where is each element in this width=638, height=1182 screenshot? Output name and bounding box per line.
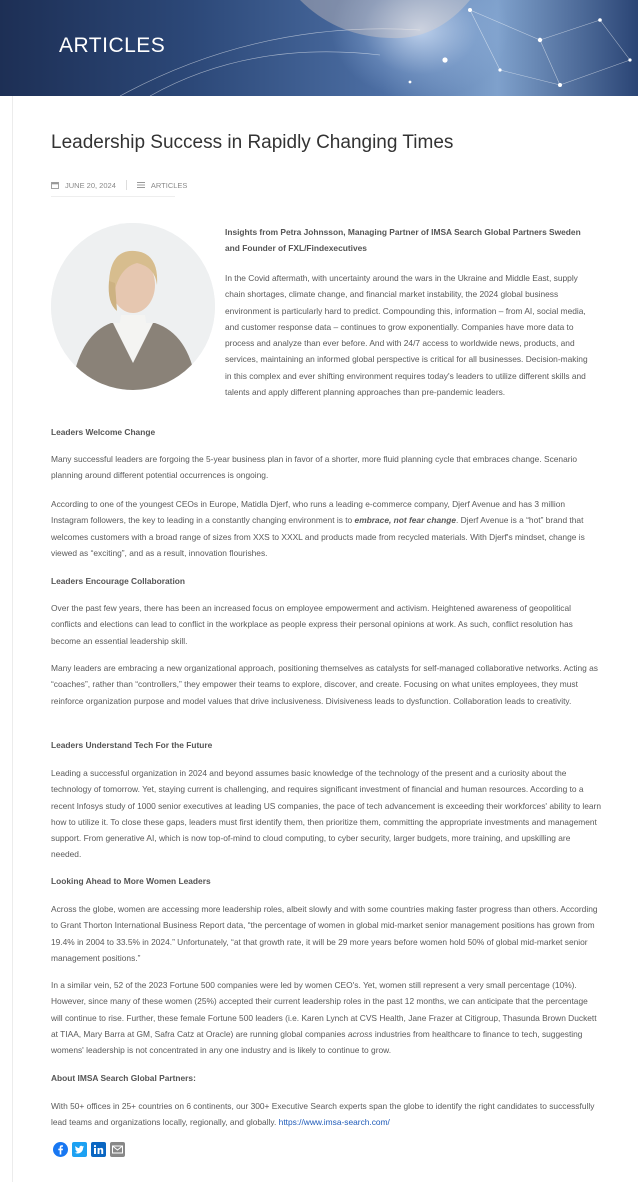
paragraph-change-1: Many successful leaders are forgoing the 5-year business plan in favor of a shorter, more fluid planning cycle that embraces change. Scenario planning around different potential occurrences is ongoing. — [51, 454, 578, 481]
emphasis-text: across — [347, 1028, 373, 1039]
paragraph-text: According to one of the youngest CEOs in Europe, Matidla Djerf, who runs a leading e-commerce company, Djerf Avenue and has 3 million Instagram followers, the key to leading in a constantly changing environment is to — [51, 499, 566, 526]
hero-title: ARTICLES — [59, 34, 166, 57]
about-text: With 50+ offices in 25+ countries on 6 continents, our 300+ Executive Search experts span the globe to identify the right candidates to successfully lead teams and organizations locally, regionally, and globally. — [51, 1101, 595, 1128]
meta-separator — [126, 180, 127, 190]
paragraph-women-2 — [51, 977, 601, 1058]
section-heading-change: Leaders Welcome Change — [51, 427, 156, 437]
section-heading-collaboration: Leaders Encourage Collaboration — [51, 576, 186, 586]
paragraph-text: . Djerf Avenue is a “hot” brand that welcomes customers with a broad range of sizes from XXS to XXXL and products made from recycled materials. With Djerf's mindset, change is viewed as “exciting”, and as a result, innovation flourishes. — [51, 515, 585, 558]
section-heading-women: Looking Ahead to More Women Leaders — [51, 876, 211, 886]
intro-paragraph: In the Covid aftermath, with uncertainty around the wars in the Ukraine and Middle East, supply chain shortages, climate change, and financial market instability, the 2024 global business environment is particularly hard to predict. Compounding this, information – from AI, social media, and customer response data – continues to grow exponentially. Companies have more data to process and analyze than ever before. And with 24/7 access to worldwide news, products, and services, maintaining an informed global perspective is critical for all businesses. Decision-making in this complex and ever shifting environment requires today's leaders to utilize different skills and talents and apply different planning approaches than pre-pandemic leaders. — [225, 273, 588, 398]
twitter-icon — [72, 1142, 87, 1157]
post-category-link[interactable]: ARTICLES — [150, 180, 188, 190]
paragraph-change-2 — [51, 496, 601, 561]
paragraph-collaboration-2: Many leaders are embracing a new organizational approach, positioning themselves as catalysts for self-managed collaborative networks. Acting as “coaches”, rather than “controllers,” they empower their teams to explore, discover, and create. Focusing on what unites employees, they must reinforce organization purpose and model values that drive inclusiveness. Divisiveness leads to dysfunction. Collaboration leads to creativity. — [51, 663, 598, 706]
linkedin-icon — [91, 1142, 106, 1157]
content-divider — [12, 96, 13, 1182]
facebook-icon — [53, 1142, 68, 1157]
paragraph-text: industries from healthcare to finance to tech, suggesting womens' leadership is not concentrated in any one industry and is likely to continue to grow. — [51, 1028, 583, 1056]
section-heading-tech: Leaders Understand Tech For the Future — [51, 740, 213, 750]
list-icon — [137, 181, 145, 189]
emphasis-text: embrace, not fear change — [354, 515, 456, 526]
paragraph-collaboration-1: Over the past few years, there has been an increased focus on employee empowerment and activism. Heightened awareness of geopolitical conflicts and elections can lead to conflict in the workplace as people express their personal opinions at work. As such, conflict resolution has become an essential leadership skill. — [51, 603, 573, 646]
paragraph-tech-1: Leading a successful organization in 2024 and beyond assumes basic knowledge of the technology of the present and a curiosity about the technology of tomorrow. Yet, staying current is challenging, and requires significant investment of financial and human resources. According to a recent Infosys study of 1000 senior executives at leading US companies, the pace of tech advancement is exceeding their workforces' ability to learn how to utilize it. To close these gaps, leaders must first identify them, then prioritize them, committing the appropriate investments and management support. From generative AI, which is now top-of-mind to cloud computing, to cyber security, larger budgets, more training, and upskilling are needed. — [51, 768, 601, 860]
facebook-share-button[interactable] — [53, 1142, 68, 1157]
author-portrait — [51, 223, 215, 390]
meta-underline — [51, 196, 175, 197]
email-icon — [110, 1142, 125, 1157]
intro-heading: Insights from Petra Johnsson, Managing Partner of IMSA Search Global Partners Sweden and Founder of FXL/Findexecutives — [225, 227, 581, 253]
about-heading: About IMSA Search Global Partners: — [51, 1073, 196, 1083]
post-meta — [51, 180, 187, 190]
paragraph-women-1: Across the globe, women are accessing more leadership roles, albeit slowly and with some countries making faster progress than others. According to Grant Thorton International Business Report data, “the percentage of women in global mid-market senior management positions has grown from 19.4% in 2004 to 33.5% in 2024.” Unfortunately, “at that growth rate, it will be 29 more years before women hold 50% of global mid-market senior management positions.” — [51, 904, 598, 963]
calendar-icon — [51, 181, 59, 189]
intro-section — [225, 224, 595, 400]
about-paragraph — [51, 1098, 601, 1131]
linkedin-share-button[interactable] — [91, 1142, 106, 1157]
post-title: Leadership Success in Rapidly Changing Times — [51, 132, 454, 153]
post-date: JUNE 20, 2024 — [65, 180, 116, 190]
hero-banner — [0, 0, 638, 96]
share-buttons — [53, 1142, 125, 1157]
email-share-button[interactable] — [110, 1142, 125, 1157]
paragraph-text: In a similar vein, 52 of the 2023 Fortune 500 companies were led by women CEO's. Yet, women still represent a very small percentage (10%). However, since many of these women (25%) accepted their current leadership roles in the past 12 months, we can anticipate that the percentage will continue to rise. Further, these female Fortune 500 leaders (i.e. Karen Lynch at CVS Health, Jane Frazer at Citigroup, Thasunda Brown Duckett at TIAA, Mary Barra at GM, Safra Catz at Oracle) are running global companies — [51, 980, 597, 1039]
twitter-share-button[interactable] — [72, 1142, 87, 1157]
imsa-website-link[interactable]: https://www.imsa-search.com/ — [278, 1117, 390, 1128]
